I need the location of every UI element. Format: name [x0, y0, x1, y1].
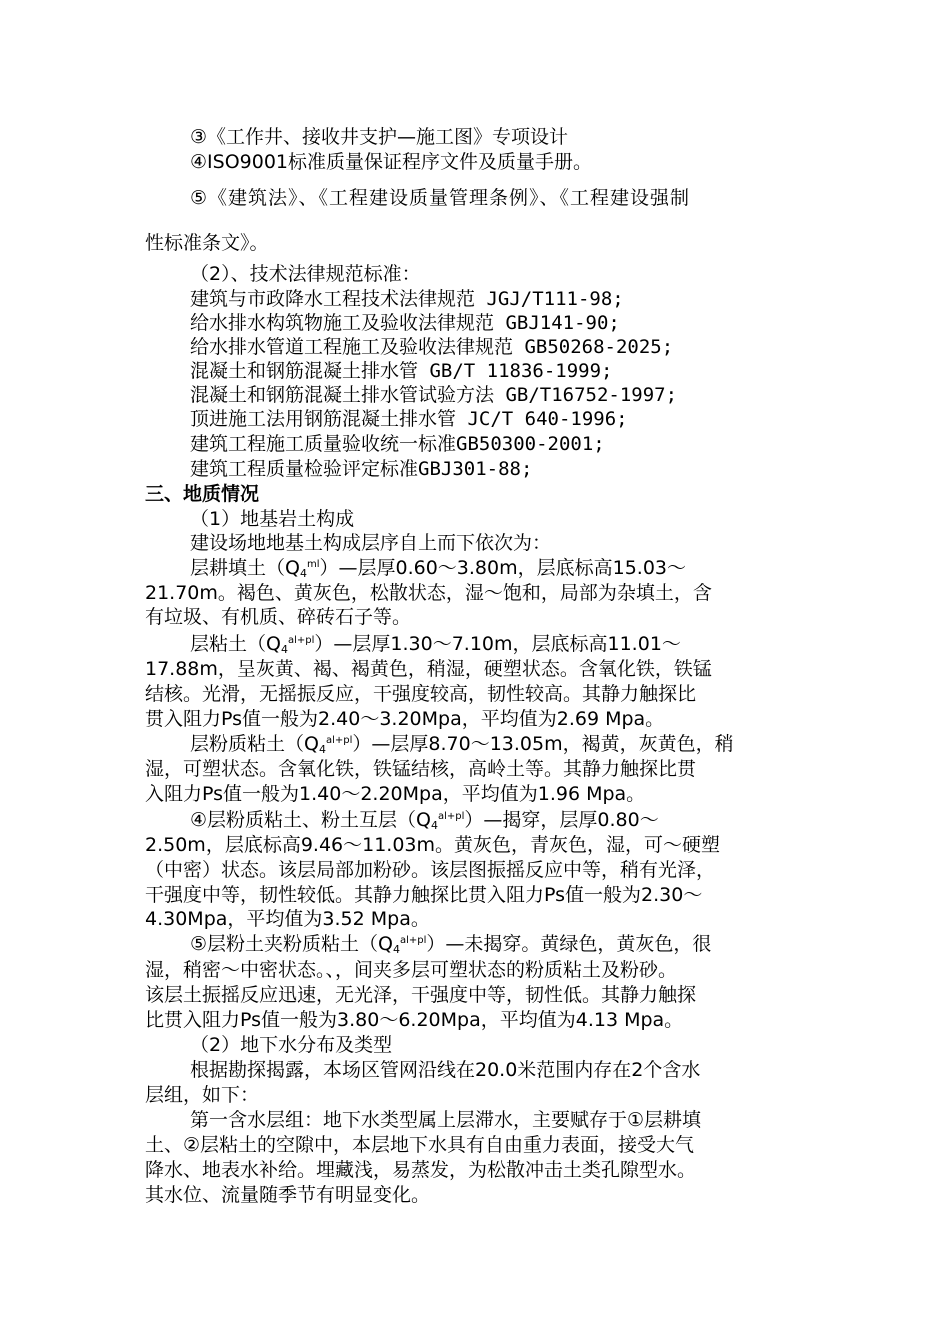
subheading: （2）地下水分布及类型	[190, 1034, 393, 1056]
para-line: ⑤《建筑法》、《工程建设质量管理条例》、《工程建设强制	[190, 187, 691, 209]
para-line: 比贯入阻力Ps值一般为3.80～6.20Mpa，平均值为4.13 Mpa。	[145, 1009, 684, 1031]
text: ④层粉质粘土、粉土互层（Q	[190, 809, 431, 831]
subscript: 4	[318, 743, 326, 756]
standard-item: 顶进施工法用钢筋混凝土排水管 JC/T 640-1996;	[190, 408, 628, 430]
text: 层粘土（Q	[190, 633, 281, 655]
subscript: 4	[393, 943, 400, 956]
subscript: 4	[299, 567, 307, 580]
para-line	[190, 808, 659, 832]
para-line: 17.88m，呈灰黄、褐、褐黄色，稍湿，硬塑状态。含氧化铁，铁锰	[145, 658, 712, 680]
superscript: al+pl	[400, 935, 427, 946]
para-line: 性标准条文》。	[145, 232, 269, 254]
para-line: 贯入阻力Ps值一般为2.40～3.20Mpa，平均值为2.69 Mpa。	[145, 708, 665, 730]
para-line: ④ISO9001标准质量保证程序文件及质量手册。	[190, 151, 593, 173]
standard-item: 给水排水管道工程施工及验收法律规范 GB50268-2025;	[190, 336, 674, 358]
superscript: ml	[306, 559, 320, 570]
para-line: 2.50m，层底标高9.46～11.03m。黄灰色，青灰色，湿，可～硬塑	[145, 834, 721, 856]
para-line: 4.30Mpa，平均值为3.52 Mpa。	[145, 908, 430, 930]
superscript: al+pl	[287, 635, 315, 646]
para-line: 入阻力Ps值一般为1.40～2.20Mpa，平均值为1.96 Mpa。	[145, 783, 646, 805]
subscript: 4	[431, 819, 438, 832]
text: ）—层厚0.60～3.80m，层底标高15.03～	[319, 557, 687, 579]
subscript: 4	[280, 643, 288, 656]
text: ）—层厚8.70～13.05m，褐黄，灰黄色，稍	[352, 733, 734, 755]
standard-item: 给水排水构筑物施工及验收法律规范 GBJ141-90;	[190, 312, 620, 334]
para-line: 结核。光滑，无摇振反应，干强度较高，韧性较高。其静力触探比	[145, 683, 697, 705]
para-line: 21.70m。褐色、黄灰色，松散状态，湿～饱和，局部为杂填土，含	[145, 582, 712, 604]
text: ）—未揭穿。黄绿色，黄灰色，很	[426, 933, 712, 955]
para-line: 该层土振摇反应迅速，无光泽，干强度中等，韧性低。其静力触探	[145, 984, 697, 1006]
para-line	[190, 632, 681, 656]
text: ⑤层粉土夹粉质粘土（Q	[190, 933, 393, 955]
subheading: （1）地基岩土构成	[190, 508, 355, 530]
standard-item: 建筑与市政降水工程技术法律规范 JGJ/T111-98;	[190, 288, 624, 310]
para-line	[190, 932, 711, 956]
para-line	[190, 732, 734, 756]
text: ）—揭穿，层厚0.80～	[464, 809, 659, 831]
superscript: al+pl	[438, 811, 465, 822]
text: 层耕填土（Q	[190, 557, 300, 579]
superscript: al+pl	[325, 735, 353, 746]
para-line: 第一含水层组：地下水类型属上层滞水，主要赋存于①层耕填	[190, 1109, 702, 1131]
para-line: 有垃圾、有机质、碎砖石子等。	[145, 606, 412, 628]
para-line	[190, 556, 686, 580]
para-line: 土、②层粘土的空隙中，本层地下水具有自由重力表面，接受大气	[145, 1134, 695, 1156]
para-line: （中密）状态。该层局部加粉砂。该层图振摇反应中等，稍有光泽，	[145, 859, 716, 881]
standard-item: 混凝土和钢筋混凝土排水管 GB/T 11836-1999;	[190, 360, 613, 382]
para-line: 降水、地表水补给。埋藏浅，易蒸发，为松散冲击土类孔隙型水。	[145, 1159, 697, 1181]
text: 层粉质粘土（Q	[190, 733, 319, 755]
text: ）—层厚1.30～7.10m，层底标高11.01～	[314, 633, 681, 655]
para-line: 湿，稍密～中密状态。、，间夹多层可塑状态的粉质粘土及粉砂。	[145, 959, 678, 981]
para-line: ③《工作井、接收井支护—施工图》专项设计	[190, 126, 569, 148]
standard-item: 混凝土和钢筋混凝土排水管试验方法 GB/T16752-1997;	[190, 384, 678, 406]
para-line: 湿，可塑状态。含氧化铁，铁锰结核，高岭土等。其静力触探比贯	[145, 758, 697, 780]
section-heading: 三、地质情况	[145, 483, 260, 505]
subheading: （2）、技术法律规范标准：	[190, 263, 421, 285]
para-line: 层组，如下：	[145, 1084, 260, 1106]
para-line: 干强度中等，韧性较低。其静力触探比贯入阻力Ps值一般为2.30～	[145, 884, 703, 906]
para-line: 根据勘探揭露，本场区管网沿线在20.0米范围内存在2个含水	[190, 1059, 701, 1081]
standard-item: 建筑工程质量检验评定标准GBJ301-88;	[190, 458, 533, 480]
para-line: 建设场地地基土构成层序自上而下依次为：	[190, 532, 552, 554]
standard-item: 建筑工程施工质量验收统一标准GB50300-2001;	[190, 433, 605, 455]
para-line: 其水位、流量随季节有明显变化。	[145, 1184, 431, 1206]
